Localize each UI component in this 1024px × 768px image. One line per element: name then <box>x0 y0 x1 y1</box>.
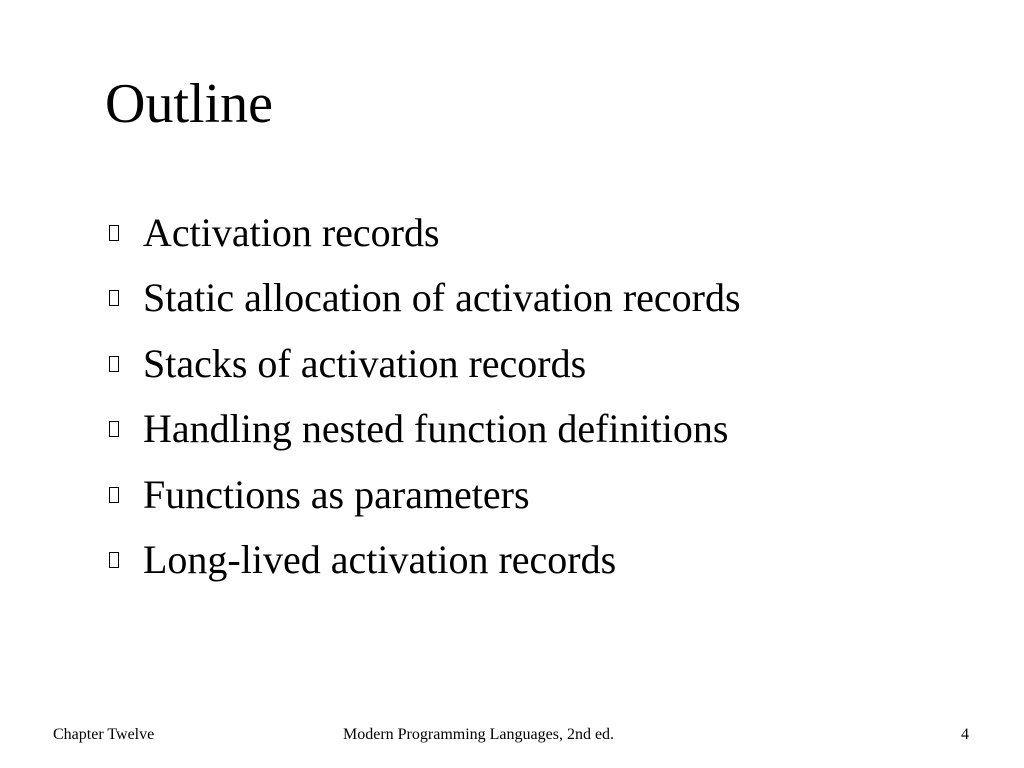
empty-box-icon <box>109 487 119 503</box>
list-item <box>105 462 741 528</box>
list-item <box>105 528 741 594</box>
empty-box-icon <box>109 552 119 568</box>
list-item <box>105 200 741 266</box>
bullet-text: Handling nested function definitions <box>143 406 729 452</box>
bullet-list <box>105 200 741 593</box>
list-item <box>105 331 741 397</box>
empty-box-icon <box>109 421 119 437</box>
page-number: 4 <box>961 726 969 743</box>
empty-box-icon <box>109 225 119 241</box>
slide-title: Outline <box>105 73 273 135</box>
list-item <box>105 266 741 332</box>
bullet-text: Functions as parameters <box>143 471 530 517</box>
bullet-text: Activation records <box>143 209 440 255</box>
empty-box-icon <box>109 356 119 372</box>
bullet-text: Stacks of activation records <box>143 340 587 386</box>
empty-box-icon <box>109 290 119 306</box>
footer-chapter: Chapter Twelve <box>53 726 155 743</box>
footer-book-title: Modern Programming Languages, 2nd ed. <box>343 726 615 743</box>
list-item <box>105 397 741 463</box>
bullet-text: Static allocation of activation records <box>143 275 741 321</box>
bullet-text: Long-lived activation records <box>143 537 617 583</box>
